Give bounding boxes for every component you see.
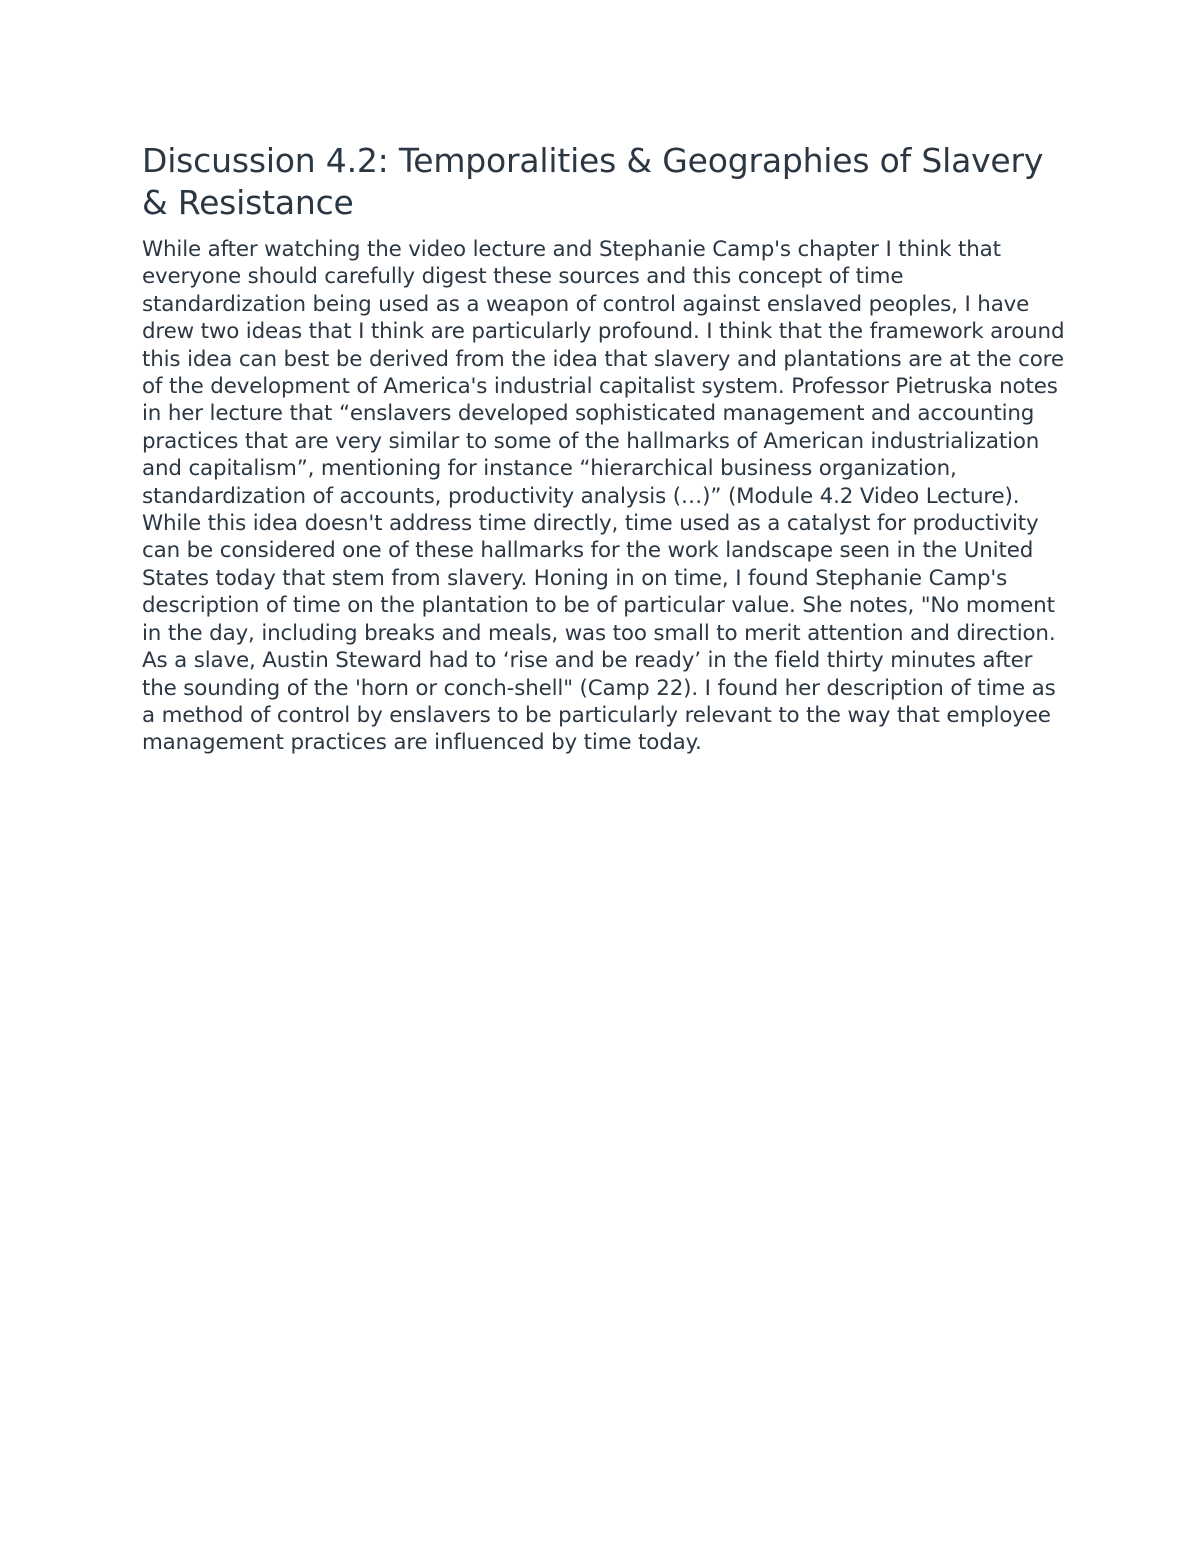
document-body-paragraph: While after watching the video lecture and Stephanie Camp's chapter I think that everyone should carefully digest these sources and this concept of time standardization being used as a weapon of control against enslaved peoples, I have drew two ideas that I think are particularly profound. I think that the framework around this idea can best be derived from the idea that slavery and plantations are at the core of the development of America's industrial capitalist system. Professor Pietruska notes in her lecture that “enslavers developed sophisticated management and accounting practices that are very similar to some of the hallmarks of American industrialization and capitalism”, mentioning for instance “hierarchical business organization, standardization of accounts, productivity analysis (…)” (Module 4.2 Video Lecture). While this idea doesn't address time directly, time used as a catalyst for productivity can be considered one of these hallmarks for the work landscape seen in the United States today that stem from slavery. Honing in on time, I found Stephanie Camp's description of time on the plantation to be of particular value. She notes, "No moment in the day, including breaks and meals, was too small to merit attention and direction. As a slave, Austin Steward had to ‘rise and be ready’ in the field thirty minutes after the sounding of the 'horn or conch-shell" (Camp 22). I found her description of time as a method of control by enslavers to be particularly relevant to the way that employee management practices are influenced by time today. [142,237,1065,756]
document-content [142,140,1072,757]
document-title: Discussion 4.2: Temporalities & Geographies of Slavery & Resistance [142,141,1044,222]
